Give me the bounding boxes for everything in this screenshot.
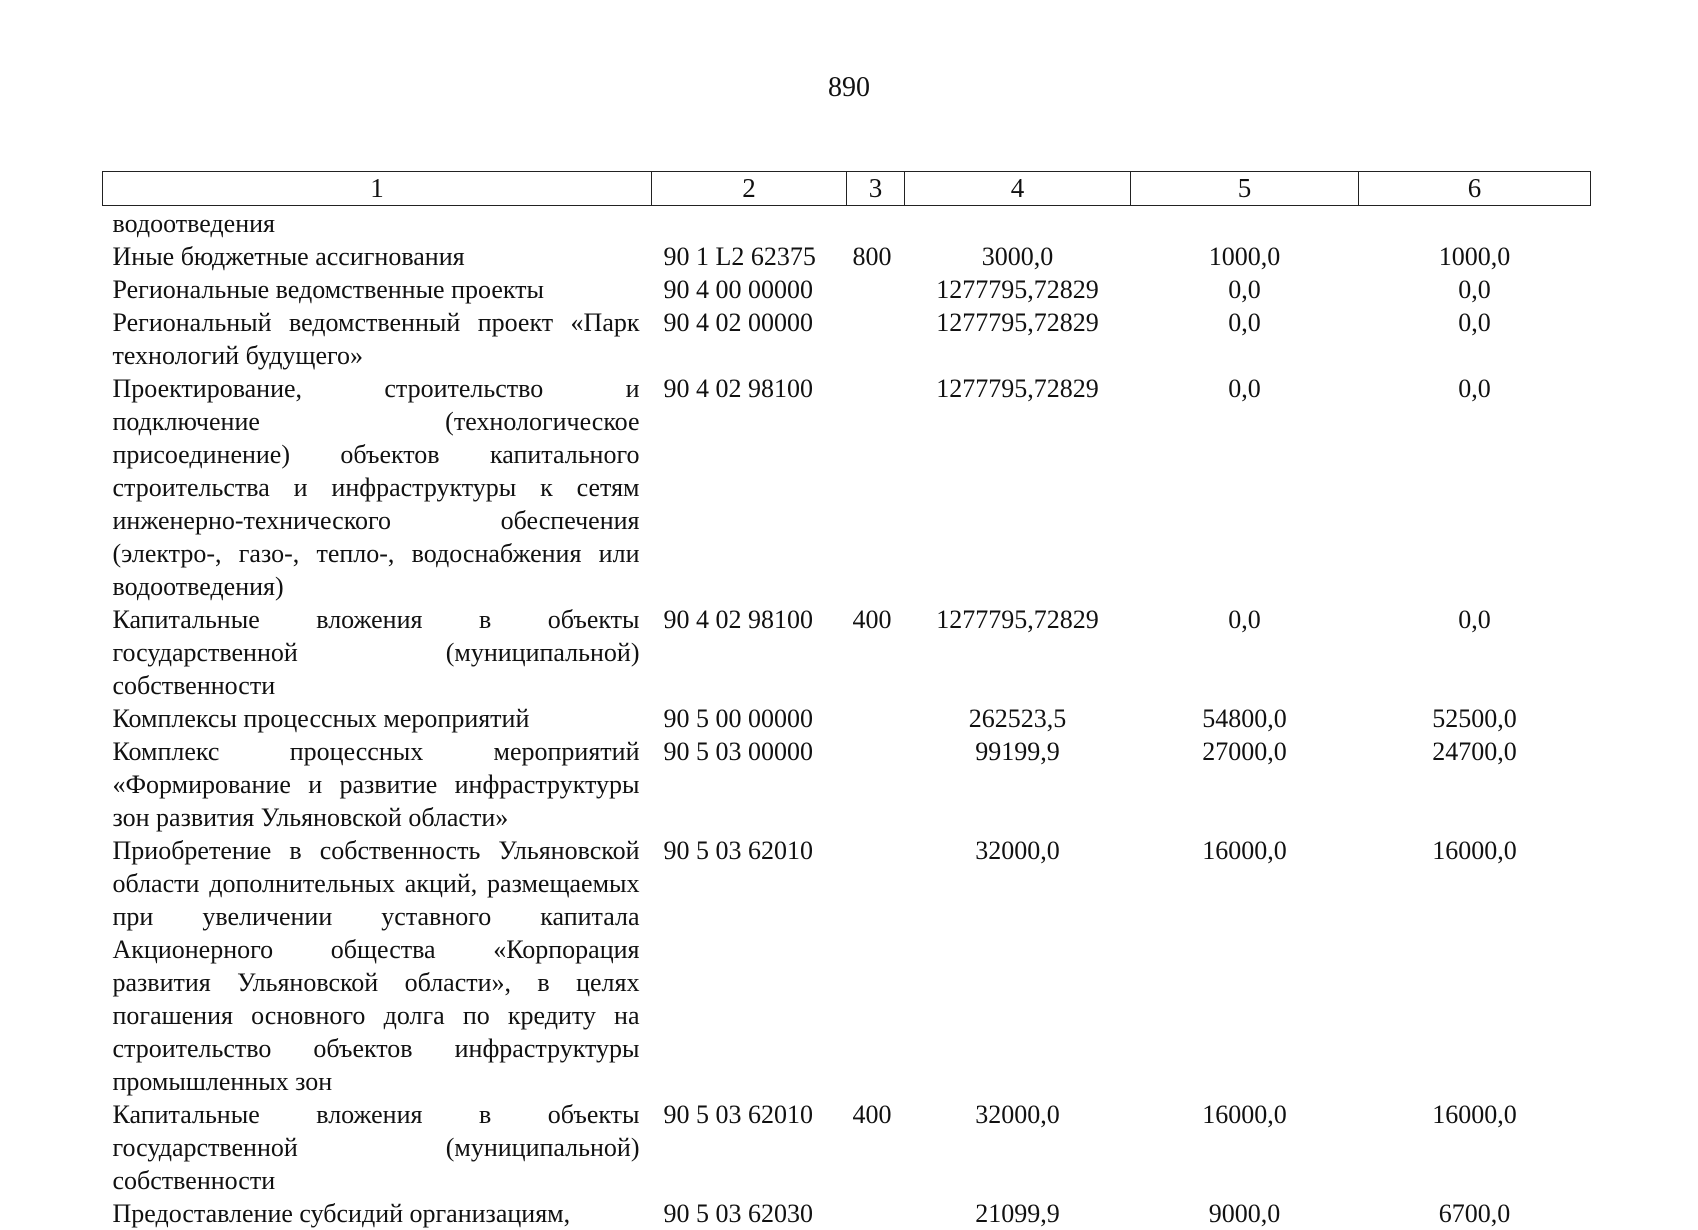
row-name: Комплексы процессных мероприятий bbox=[103, 702, 652, 735]
row-value-col5: 1000,0 bbox=[1131, 240, 1359, 273]
row-value-col5: 0,0 bbox=[1131, 603, 1359, 702]
table-row bbox=[103, 1197, 1591, 1230]
row-expense-type: 400 bbox=[847, 1098, 905, 1197]
row-value-col5: 0,0 bbox=[1131, 273, 1359, 306]
row-code: 90 1 L2 62375 bbox=[652, 240, 847, 273]
table-row bbox=[103, 603, 1591, 702]
column-header-3: 3 bbox=[847, 172, 905, 206]
row-code: 90 5 03 62010 bbox=[652, 1098, 847, 1197]
row-value-col4: 1277795,72829 bbox=[905, 372, 1131, 603]
row-expense-type: 800 bbox=[847, 240, 905, 273]
row-value-col4: 1277795,72829 bbox=[905, 273, 1131, 306]
row-value-col5: 16000,0 bbox=[1131, 834, 1359, 1098]
row-value-col4: 99199,9 bbox=[905, 735, 1131, 834]
row-name: Комплекс процессных мероприятий «Формирование и развитие инфраструктуры зон развития Ульяновской области» bbox=[103, 735, 652, 834]
budget-table-container bbox=[102, 171, 1590, 1230]
table-row bbox=[103, 735, 1591, 834]
row-value-col4: 3000,0 bbox=[905, 240, 1131, 273]
row-name: Капитальные вложения в объекты государственной (муниципальной) собственности bbox=[103, 603, 652, 702]
row-expense-type bbox=[847, 206, 905, 241]
table-header bbox=[103, 172, 1591, 206]
row-value-col5: 0,0 bbox=[1131, 372, 1359, 603]
table-body bbox=[103, 206, 1591, 1230]
row-expense-type bbox=[847, 372, 905, 603]
row-name: Приобретение в собственность Ульяновской области дополнительных акций, размещаемых при увеличении уставного капитала Акционерного общества «Корпорация развития Ульяновской области», в целях погашения основного долга по кредиту на строительство объектов инфраструктуры промышленных зон bbox=[103, 834, 652, 1098]
row-name: Предоставление субсидий организациям, bbox=[103, 1197, 652, 1230]
column-header-4: 4 bbox=[905, 172, 1131, 206]
row-code: 90 4 02 98100 bbox=[652, 603, 847, 702]
row-value-col6: 24700,0 bbox=[1359, 735, 1591, 834]
row-value-col4: 32000,0 bbox=[905, 834, 1131, 1098]
row-name: Капитальные вложения в объекты государственной (муниципальной) собственности bbox=[103, 1098, 652, 1197]
row-value-col6: 16000,0 bbox=[1359, 1098, 1591, 1197]
table-row bbox=[103, 273, 1591, 306]
row-value-col5: 27000,0 bbox=[1131, 735, 1359, 834]
row-value-col4: 32000,0 bbox=[905, 1098, 1131, 1197]
row-name: Региональные ведомственные проекты bbox=[103, 273, 652, 306]
row-code: 90 5 03 62010 bbox=[652, 834, 847, 1098]
row-value-col6: 0,0 bbox=[1359, 603, 1591, 702]
row-value-col6: 0,0 bbox=[1359, 273, 1591, 306]
table-row bbox=[103, 306, 1591, 372]
row-code bbox=[652, 206, 847, 241]
row-value-col5 bbox=[1131, 206, 1359, 241]
row-value-col6: 16000,0 bbox=[1359, 834, 1591, 1098]
header-row bbox=[103, 172, 1591, 206]
row-expense-type bbox=[847, 273, 905, 306]
row-expense-type bbox=[847, 1197, 905, 1230]
row-name: Проектирование, строительство и подключение (технологическое присоединение) объектов капитального строительства и инфраструктуры к сетям инженерно-технического обеспечения (электро-, газо-, тепло-, водоснабжения или водоотведения) bbox=[103, 372, 652, 603]
row-value-col4: 1277795,72829 bbox=[905, 603, 1131, 702]
row-value-col4 bbox=[905, 206, 1131, 241]
row-expense-type bbox=[847, 735, 905, 834]
table-row bbox=[103, 206, 1591, 241]
row-name: водоотведения bbox=[103, 206, 652, 241]
row-value-col5: 0,0 bbox=[1131, 306, 1359, 372]
row-value-col4: 262523,5 bbox=[905, 702, 1131, 735]
table-row bbox=[103, 1098, 1591, 1197]
row-code: 90 5 03 62030 bbox=[652, 1197, 847, 1230]
table-row bbox=[103, 834, 1591, 1098]
row-code: 90 5 03 00000 bbox=[652, 735, 847, 834]
row-name: Региональный ведомственный проект «Парк технологий будущего» bbox=[103, 306, 652, 372]
column-header-2: 2 bbox=[652, 172, 847, 206]
row-value-col4: 1277795,72829 bbox=[905, 306, 1131, 372]
table-row bbox=[103, 240, 1591, 273]
row-code: 90 4 02 98100 bbox=[652, 372, 847, 603]
page-number: 890 bbox=[0, 72, 1698, 104]
column-header-6: 6 bbox=[1359, 172, 1591, 206]
row-value-col5: 16000,0 bbox=[1131, 1098, 1359, 1197]
row-value-col6: 1000,0 bbox=[1359, 240, 1591, 273]
row-code: 90 4 02 00000 bbox=[652, 306, 847, 372]
row-expense-type bbox=[847, 306, 905, 372]
column-header-1: 1 bbox=[103, 172, 652, 206]
budget-table bbox=[102, 171, 1591, 1230]
row-code: 90 5 00 00000 bbox=[652, 702, 847, 735]
row-value-col4: 21099,9 bbox=[905, 1197, 1131, 1230]
row-expense-type bbox=[847, 702, 905, 735]
row-value-col5: 9000,0 bbox=[1131, 1197, 1359, 1230]
row-expense-type bbox=[847, 834, 905, 1098]
table-row bbox=[103, 372, 1591, 603]
row-name: Иные бюджетные ассигнования bbox=[103, 240, 652, 273]
row-value-col6: 0,0 bbox=[1359, 306, 1591, 372]
row-value-col6: 52500,0 bbox=[1359, 702, 1591, 735]
row-expense-type: 400 bbox=[847, 603, 905, 702]
row-value-col5: 54800,0 bbox=[1131, 702, 1359, 735]
row-value-col6: 6700,0 bbox=[1359, 1197, 1591, 1230]
table-row bbox=[103, 702, 1591, 735]
row-code: 90 4 00 00000 bbox=[652, 273, 847, 306]
column-header-5: 5 bbox=[1131, 172, 1359, 206]
row-value-col6 bbox=[1359, 206, 1591, 241]
row-value-col6: 0,0 bbox=[1359, 372, 1591, 603]
